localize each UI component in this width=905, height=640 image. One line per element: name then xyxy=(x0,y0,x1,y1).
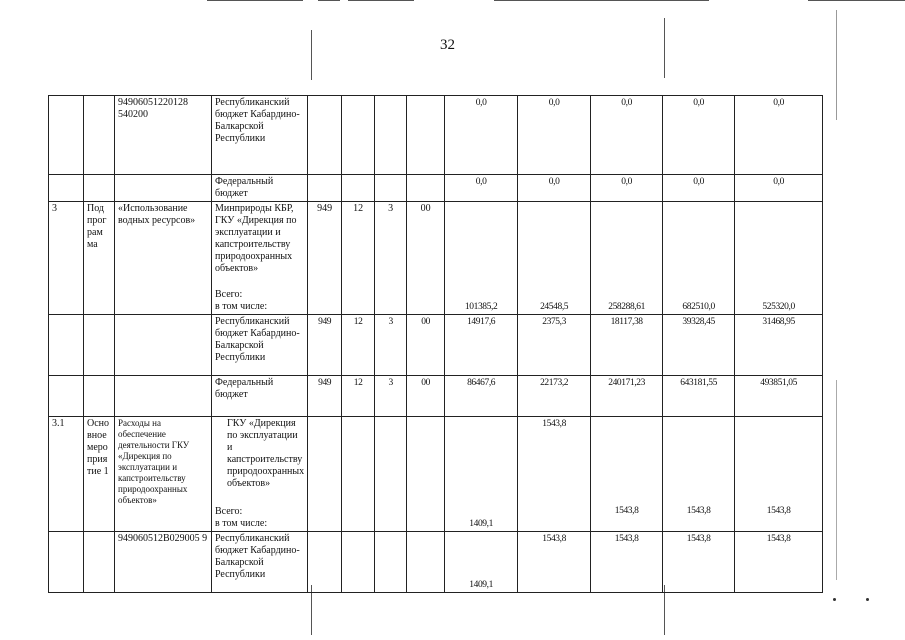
row-executor-cell: Республиканский бюджет Кабардино-Балкарской Республики xyxy=(212,315,308,376)
rz-cell xyxy=(342,175,375,202)
value-cell: 39328,45 xyxy=(663,315,735,376)
scan-line-vertical-1 xyxy=(311,30,312,80)
scan-line-vertical-6 xyxy=(836,380,837,580)
row-number-cell: 3.1 xyxy=(49,417,84,532)
value-cell: 0,0 xyxy=(518,175,591,202)
scan-line-vertical-3 xyxy=(836,10,837,120)
executor-text: ГКУ «Дирекция по эксплуатации и капстроительству природоохранных объектов» xyxy=(227,418,305,489)
row-type-cell xyxy=(84,532,115,593)
value-cell: 0,0 xyxy=(518,96,591,175)
executor-incl-label: в том числе: xyxy=(215,518,268,529)
grbs-cell xyxy=(308,417,342,532)
page-number: 32 xyxy=(440,37,455,53)
table-row xyxy=(49,532,823,593)
row-name-cell: 94906051220128 540200 xyxy=(115,96,212,175)
budget-table xyxy=(48,95,823,593)
value-cell: 682510,0 xyxy=(663,202,735,315)
row-type-cell: Осно вное меро прия тие 1 xyxy=(84,417,115,532)
row-executor-cell: Федеральный бюджет xyxy=(212,376,308,417)
table-row xyxy=(49,315,823,376)
row-number-cell: 3 xyxy=(49,202,84,315)
grbs-cell xyxy=(308,175,342,202)
value-cell: 0,0 xyxy=(735,175,823,202)
pr-cell xyxy=(375,96,407,175)
scan-line-top-1 xyxy=(207,0,303,1)
executor-total-label: Всего: xyxy=(215,289,243,300)
pr-cell xyxy=(375,532,407,593)
scan-dot-2 xyxy=(866,598,869,601)
value-cell: 2375,3 xyxy=(518,315,591,376)
value-cell: 1543,8 xyxy=(735,532,823,593)
table-row xyxy=(49,175,823,202)
value-cell: 24548,5 xyxy=(518,202,591,315)
row-number-cell xyxy=(49,175,84,202)
row-number-cell xyxy=(49,315,84,376)
row-type-cell xyxy=(84,96,115,175)
row-type-cell: Под прог рам ма xyxy=(84,202,115,315)
row-executor-cell: Республиканский бюджет Кабардино-Балкарской Республики xyxy=(212,532,308,593)
grbs-cell xyxy=(308,532,342,593)
grbs-cell: 949 xyxy=(308,376,342,417)
table-row xyxy=(49,417,823,532)
pr-cell xyxy=(375,175,407,202)
scan-dot-1 xyxy=(833,598,836,601)
executor-incl-label: в том числе: xyxy=(215,301,268,312)
pr-cell: 3 xyxy=(375,315,407,376)
scan-line-top-5 xyxy=(808,0,905,1)
rz-cell: 12 xyxy=(342,202,375,315)
value-cell: 1543,8 xyxy=(518,532,591,593)
table-row xyxy=(49,96,823,175)
value-cell: 22173,2 xyxy=(518,376,591,417)
value-cell: 493851,05 xyxy=(735,376,823,417)
csr-cell xyxy=(407,175,445,202)
rz-cell: 12 xyxy=(342,315,375,376)
scan-line-top-4 xyxy=(494,0,709,1)
value-cell: 0,0 xyxy=(445,175,518,202)
scan-line-vertical-2 xyxy=(664,18,665,78)
row-name-cell: Расходы на обеспечение деятельности ГКУ «Дирекция по эксплуатации и капстроительству природоохранных объектов» xyxy=(115,417,212,532)
pr-cell: 3 xyxy=(375,376,407,417)
pr-cell xyxy=(375,417,407,532)
csr-cell xyxy=(407,532,445,593)
rz-cell xyxy=(342,532,375,593)
csr-cell: 00 xyxy=(407,376,445,417)
value-cell: 31468,95 xyxy=(735,315,823,376)
row-name-cell: «Использование водных ресурсов» xyxy=(115,202,212,315)
grbs-cell: 949 xyxy=(308,315,342,376)
row-number-cell xyxy=(49,376,84,417)
grbs-cell: 949 xyxy=(308,202,342,315)
executor-text: Минприроды КБР, ГКУ «Дирекция по эксплуатации и капстроительству природоохранных объектов» xyxy=(215,203,297,274)
row-type-cell xyxy=(84,376,115,417)
csr-cell xyxy=(407,417,445,532)
row-type-cell xyxy=(84,315,115,376)
row-name-cell xyxy=(115,175,212,202)
value-cell: 525320,0 xyxy=(735,202,823,315)
value-cell: 0,0 xyxy=(663,175,735,202)
row-executor-cell xyxy=(212,417,308,532)
row-name-cell xyxy=(115,376,212,417)
value-cell: 1543,8 xyxy=(591,532,663,593)
row-type-cell xyxy=(84,175,115,202)
value-cell: 1409,1 xyxy=(445,532,518,593)
table-row xyxy=(49,202,823,315)
value-cell: 1543,8 xyxy=(518,417,591,532)
value-cell: 1543,8 xyxy=(735,417,823,532)
executor-total-label: Всего: xyxy=(215,506,243,517)
value-cell: 240171,23 xyxy=(591,376,663,417)
value-cell: 0,0 xyxy=(735,96,823,175)
row-executor-cell: Федеральный бюджет xyxy=(212,175,308,202)
value-cell: 86467,6 xyxy=(445,376,518,417)
csr-cell: 00 xyxy=(407,202,445,315)
value-cell: 0,0 xyxy=(591,175,663,202)
value-cell: 0,0 xyxy=(445,96,518,175)
row-number-cell xyxy=(49,532,84,593)
value-cell: 14917,6 xyxy=(445,315,518,376)
pr-cell: 3 xyxy=(375,202,407,315)
csr-cell xyxy=(407,96,445,175)
row-executor-cell xyxy=(212,202,308,315)
table-row xyxy=(49,376,823,417)
value-cell: 101385,2 xyxy=(445,202,518,315)
scan-line-top-3 xyxy=(348,0,414,1)
grbs-cell xyxy=(308,96,342,175)
value-cell: 258288,61 xyxy=(591,202,663,315)
rz-cell xyxy=(342,417,375,532)
value-cell: 1543,8 xyxy=(663,417,735,532)
row-executor-cell: Республиканский бюджет Кабардино-Балкарской Республики xyxy=(212,96,308,175)
value-cell: 1409,1 xyxy=(445,417,518,532)
row-number-cell xyxy=(49,96,84,175)
scan-line-top-2 xyxy=(318,0,340,1)
value-cell: 18117,38 xyxy=(591,315,663,376)
value-cell: 643181,55 xyxy=(663,376,735,417)
row-name-cell: 949060512B029005 9 xyxy=(115,532,212,593)
value-cell: 0,0 xyxy=(663,96,735,175)
rz-cell xyxy=(342,96,375,175)
rz-cell: 12 xyxy=(342,376,375,417)
value-cell: 1543,8 xyxy=(591,417,663,532)
value-cell: 1543,8 xyxy=(663,532,735,593)
row-name-cell xyxy=(115,315,212,376)
value-cell: 0,0 xyxy=(591,96,663,175)
csr-cell: 00 xyxy=(407,315,445,376)
